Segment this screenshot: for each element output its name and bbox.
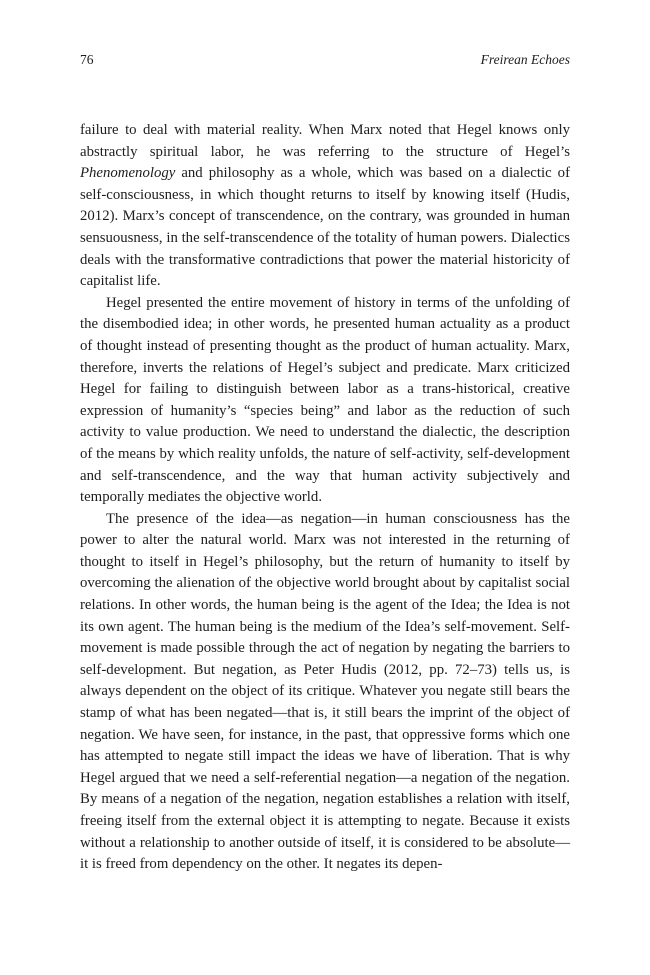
page-number: 76 [80,52,94,67]
paragraph-text: and philosophy as a whole, which was based on a dialectic of self-consciousness, in which thought returns to itself by knowing itself (Hudis, 2012). Marx’s concept of transcendence, on the contrary, was grounded in human sensuousness, in the self-transcendence of the totality of human powers. Dialectics deals with the transformative contradictions that power the material historicity of capitalist life. [80,165,570,290]
running-title: Freirean Echoes [480,52,570,67]
paragraph: The presence of the idea—as negation—in human consciousness has the power to alter the natural world. Marx was not interested in the returning of thought to itself in Hegel’s philosophy, but the return of humanity to itself by overcoming the alienation of the objective world brought about by capitalist social relations. In other words, the human being is the agent of the Idea; the Idea is not its own agent. The human being is the medium of the Idea’s self-movement. Self-movement is made possible through the act of negation by negating the barriers to self-development. But negation, as Peter Hudis (2012, pp. 72–73) tells us, is always dependent on the object of its critique. Whatever you negate still bears the stamp of what has been negated—that is, it still bears the imprint of the object of negation. We have seen, for instance, in the past, that oppressive forms which one has attempted to negate still impact the ideas we have of liberation. That is why Hegel argued that we need a self-referential negation—a negation of the negation. By means of a negation of the negation, negation establishes a relation with itself, freeing itself from the external object it is attempting to negate. Because it exists without a relationship to another outside of itself, it is considered to be absolute—it is freed from dependency on the other. It negates its depen- [80,510,570,873]
page-header [80,52,570,74]
paragraph [80,120,570,293]
body-text [80,120,570,876]
paragraph-text: failure to deal with material reality. When Marx noted that Hegel knows only abstractly spiritual labor, he was referring to the structure of Hegel’s [80,122,570,160]
paragraph: Hegel presented the entire movement of history in terms of the unfolding of the disembodied idea; in other words, he presented human actuality as a product of thought instead of presenting thought as the product of human actuality. Marx, therefore, inverts the relations of Hegel’s subject and predicate. Marx criticized Hegel for failing to distinguish between labor as a trans-historical, creative expression of humanity’s “species being” and labor as the reduction of such activity to value production. We need to understand the dialectic, the description of the means by which reality unfolds, the nature of self-activity, self-development and self-transcendence, and the way that human activity subjectively and temporally mediates the objective world. [80,294,570,506]
book-title-italic: Phenomenology [80,165,176,182]
